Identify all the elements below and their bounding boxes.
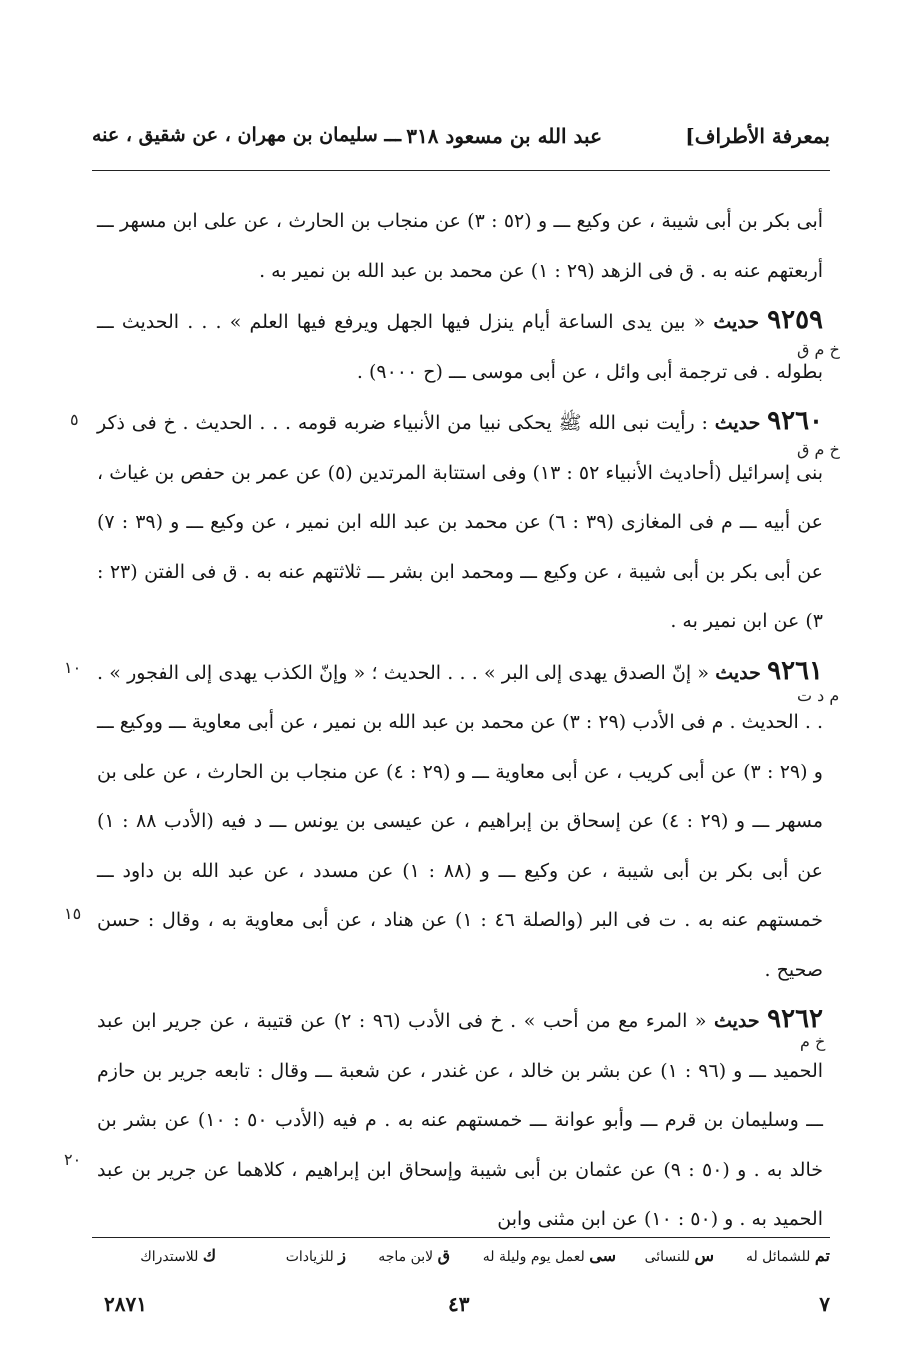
abbrev-description: للنسائى <box>644 1249 691 1265</box>
hadith-number: ٩٢٦٠ <box>767 406 824 436</box>
hadith-label: حديث <box>715 661 761 684</box>
abbrev-symbol: ز <box>338 1246 346 1265</box>
source-symbols: خ م ق <box>797 340 840 359</box>
abbrev-item <box>483 1246 616 1265</box>
abbrev-symbol: تم <box>814 1246 830 1265</box>
abbrev-symbol: ق <box>437 1246 450 1265</box>
hadith-label: حديث <box>714 412 761 434</box>
hadith-label: حديث <box>713 311 760 333</box>
main-text <box>97 197 826 1245</box>
hadith-number: ٩٢٦١ <box>767 655 824 686</box>
header-rule <box>92 170 830 171</box>
abbrev-description: للشمائل له <box>745 1249 811 1265</box>
hadith-text: « إنّ الصدق يهدى إلى البر » . . . الحديث ؛ « وإنّ الكذب يهدى إلى الفجور » . . . الحديث . م فى الأدب (٢٩ : ٣) عن محمد بن عبد الله بن نمير ، عن أبى معاوية ـــ ووكيع ـــ و (٢٩ : ٣) عن أبى كريب ، عن أبى معاوية ـــ و (٢٩ : ٤) عن منجاب بن الحارث ، عن على بن مسهر ـــ و (٢٩ : ٤) عن إسحاق بن إبراهيم ، عن عيسى بن يونس ـــ د فيه (الأدب ٨٨ : ١) عن أبى بكر بن أبى شيبة ، عن وكيع ـــ و (٨٨ : ١) عن مسدد ، عن عبد الله بن داود ـــ خمستهم عنه به . ت فى البر (والصلة ٤٦ : ١) عن هناد ، عن أبى معاوية به ، وقال : حسن صحيح . <box>97 661 824 981</box>
header-section-title: بمعرفة الأطراف] <box>685 124 830 148</box>
hadith-entry <box>97 397 823 647</box>
line-number: ٥ <box>70 410 79 429</box>
volume-number: ٧ <box>819 1292 830 1316</box>
line-number: ١٥ <box>64 904 82 923</box>
hadith-text: « بين يدى الساعة أيام ينزل فيها الجهل ويرفع فيها العلم » . . . الحديث ـــ بطوله . فى ترجمة أبى وائل ، عن أبى موسى ـــ (ح ٩٠٠٠) . <box>97 311 823 383</box>
hadith-number: ٩٢٦٢ <box>767 1004 824 1034</box>
abbrev-symbol: سى <box>589 1246 616 1265</box>
serial-number: ٢٨٧١ <box>104 1292 147 1316</box>
hadith-entry <box>97 647 823 996</box>
intro-text: أبى بكر بن أبى شيبة ، عن وكيع ـــ و (٥٢ : ٣) عن منجاب بن الحارث ، عن على ابن مسهر ـــ أربعتهم عنه به . ق فى الزهد (٢٩ : ١) عن محمد بن عبد الله بن نمير به . <box>97 210 824 282</box>
abbrev-item <box>378 1246 450 1265</box>
abbrev-item <box>286 1246 346 1265</box>
intro-paragraph <box>97 197 823 296</box>
abbrev-item <box>645 1246 714 1265</box>
abbreviation-key <box>92 1246 830 1276</box>
hadith-entry <box>97 995 826 1245</box>
line-number: ١٠ <box>64 658 82 677</box>
hadith-text: : رأيت نبى الله ﷺ يحكى نبيا من الأنبياء ضربه قومه . . . الحديث . خ فى ذكر بنى إسرائيل (أحاديث الأنبياء ٥٢ : ١٣) وفى استتابة المرتدين (٥) عن عمر بن حفص بن غياث ، عن أبيه ـــ م فى المغازى (٣٩ : ٦) عن محمد بن عبد الله ابن نمير ، عن وكيع ـــ و (٣٩ : ٧) عن أبى بكر بن أبى شيبة ، عن وكيع ـــ ومحمد ابن بشر ـــ ثلاثتهم عنه به . ق فى الفتن (٢٣ : ٣) عن ابن نمير به . <box>97 412 824 632</box>
abbrev-description: لابن ماجه <box>378 1249 434 1265</box>
hadith-label: حديث <box>713 1010 760 1032</box>
header-sub-chain: ـــ سليمان بن مهران ، عن شقيق ، عنه <box>92 124 402 146</box>
hadith-text: « المرء مع من أحب » . خ فى الأدب (٩٦ : ٢) عن قتيبة ، عن جرير ابن عبد الحميد ـــ و (٩٦ : ١) عن بشر بن خالد ، عن غندر ، عن شعبة ـــ وقال : تابعه جرير بن حازم ـــ وسليمان بن قرم ـــ وأبو عوانة ـــ خمستهم عنه به . م فيه (الأدب ٥٠ : ١٠) عن بشر بن خالد به . و (٥٠ : ٩) عن عثمان بن أبى شيبة وإسحاق ابن إبراهيم ، كلاهما عن جرير بن عبد الحميد به . و (٥٠ : ١٠) عن ابن مثنى وابن <box>97 1010 824 1230</box>
abbrev-symbol: س <box>694 1246 714 1265</box>
header-narrator-chain: عبد الله بن مسعود ٣١٨ <box>406 124 602 148</box>
page-number: ٤٣ <box>448 1292 470 1316</box>
abbrev-description: لعمل يوم وليلة له <box>482 1249 585 1265</box>
hadith-number: ٩٢٥٩ <box>767 305 823 335</box>
source-symbols: خ م <box>800 1032 826 1051</box>
abbrev-symbol: ك <box>202 1246 216 1265</box>
source-symbols: م د ت <box>797 686 840 705</box>
hadith-entry <box>97 296 823 397</box>
abbrev-item <box>140 1246 216 1265</box>
abbrev-item <box>746 1246 830 1265</box>
abbrev-description: للزيادات <box>285 1249 334 1265</box>
footer-rule <box>92 1237 830 1238</box>
abbrev-description: للاستدراك <box>140 1249 199 1265</box>
line-number: ٢٠ <box>64 1150 82 1169</box>
running-header <box>92 118 830 158</box>
source-symbols: خ م ق <box>797 440 840 459</box>
page-footer <box>92 1292 830 1326</box>
